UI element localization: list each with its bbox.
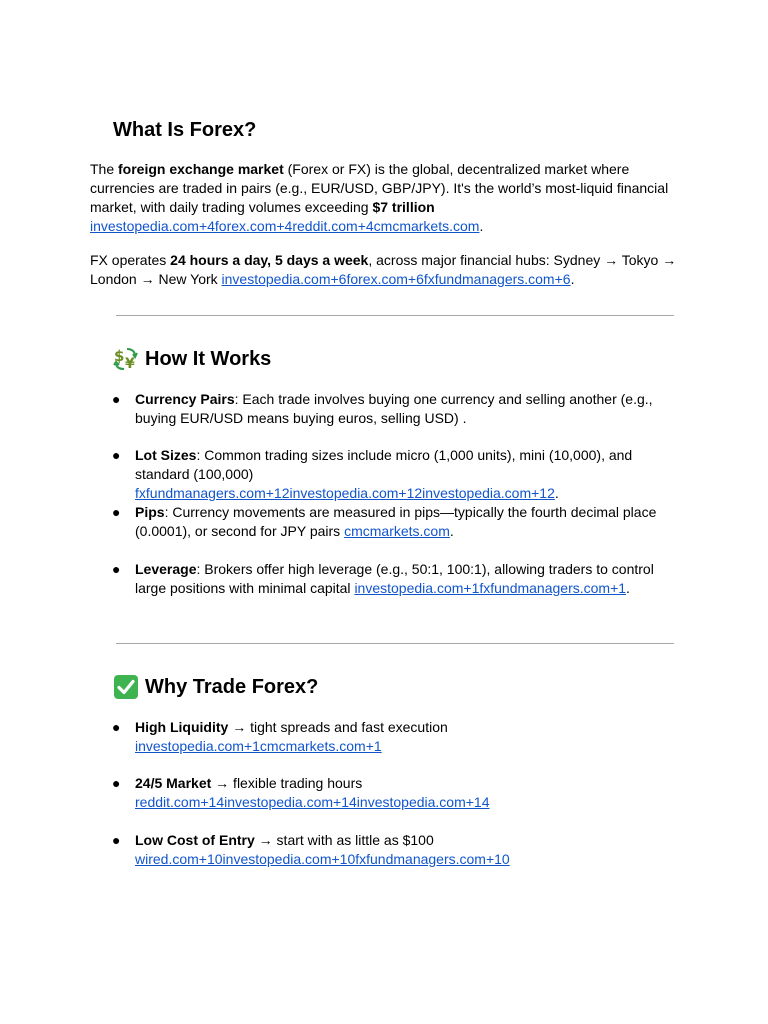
list-item-text (135, 503, 680, 541)
section-title-how-it-works (113, 346, 271, 372)
item-citation-link[interactable]: reddit.com+14investopedia.com+14investopedia.com+14 (135, 794, 490, 810)
item-end: . (626, 580, 630, 596)
svg-text:¥: ¥ (125, 356, 135, 372)
item-bold: Leverage (135, 561, 197, 577)
item-text: : Currency movements are measured in pips—typically the fourth decimal place (0.0001), or second for JPY pairs (135, 504, 657, 539)
intro-text-2: (Forex or FX) is the global, decentralized market where currencies are traded in pairs (e.g., EUR/USD, GBP/JPY). It's the world’s most-liquid financial market, with daily trading volumes exceeding (90, 161, 669, 215)
item-text: : Brokers offer high leverage (e.g., 50:1, 100:1), allowing traders to control large positions with minimal capital (135, 561, 654, 596)
hours-bold: 24 hours a day, 5 days a week (170, 252, 369, 268)
divider-2 (116, 643, 674, 644)
item-text: : Common trading sizes include micro (1,000 units), mini (10,000), and standard (100,000) (135, 447, 633, 482)
bullet-icon: ● (112, 719, 121, 735)
hours-text-1: FX operates (90, 252, 171, 268)
hours-end: . (570, 271, 575, 287)
item-text: : Each trade involves buying one currency and selling another (e.g., buying EUR/USD means buying euros, selling USD) . (135, 391, 653, 426)
svg-text:$: $ (114, 347, 125, 365)
list-item-text (135, 831, 680, 869)
item-bold: Lot Sizes (135, 447, 197, 463)
divider-1 (116, 315, 674, 316)
intro-citation-link[interactable]: investopedia.com+4forex.com+4reddit.com+4cmcmarkets.com (90, 218, 480, 234)
item-bold: Pips (135, 504, 165, 520)
item-bold: 24/5 Market (135, 775, 212, 791)
item-bold: Low Cost of Entry (135, 832, 255, 848)
item-text: → flexible trading hours (211, 775, 363, 791)
intro-text-1: The (90, 161, 119, 177)
list-item-text (135, 774, 680, 812)
bullet-icon: ● (112, 447, 121, 463)
list-item-text (135, 446, 680, 503)
bullet-icon: ● (112, 391, 121, 407)
item-citation-link[interactable]: cmcmarkets.com (344, 523, 450, 539)
check-mark-button-icon (113, 674, 139, 700)
bullet-icon: ● (112, 504, 121, 520)
item-bold: High Liquidity (135, 719, 229, 735)
item-citation-link[interactable]: investopedia.com+1fxfundmanagers.com+1 (354, 580, 627, 596)
intro-bold-2: $7 trillion (372, 199, 435, 215)
item-text: → tight spreads and fast execution (228, 719, 448, 735)
hours-text-2: , across major financial hubs: Sydney → Tokyo → London → New York (90, 252, 677, 287)
how-it-works-title: How It Works (145, 348, 272, 370)
bullet-icon: ● (112, 775, 121, 791)
item-end: . (554, 485, 559, 501)
list-item-text (135, 718, 680, 756)
item-end: . (449, 523, 454, 539)
bullet-icon: ● (112, 832, 121, 848)
item-text: → start with as little as $100 (254, 832, 434, 848)
item-citation-link[interactable]: investopedia.com+1cmcmarkets.com+1 (135, 738, 382, 754)
section-title-why-trade-forex (113, 674, 318, 700)
intro-paragraph (90, 160, 680, 236)
item-citation-link[interactable]: fxfundmanagers.com+12investopedia.com+12investopedia.com+12 (135, 485, 555, 501)
bullet-icon: ● (112, 561, 121, 577)
list-item-text (135, 390, 680, 428)
item-bold: Currency Pairs (135, 391, 235, 407)
intro-bold-1: foreign exchange market (118, 161, 284, 177)
why-trade-forex-title: Why Trade Forex? (145, 676, 319, 698)
list-item-text (135, 560, 680, 598)
currency-exchange-icon (113, 346, 139, 372)
intro-end: . (479, 218, 484, 234)
hours-paragraph (90, 251, 680, 289)
section-title-what-is-forex: What Is Forex? (113, 119, 257, 141)
item-citation-link[interactable]: wired.com+10investopedia.com+10fxfundmanagers.com+10 (135, 851, 510, 867)
hours-citation-link[interactable]: investopedia.com+6forex.com+6fxfundmanagers.com+6 (221, 271, 571, 287)
